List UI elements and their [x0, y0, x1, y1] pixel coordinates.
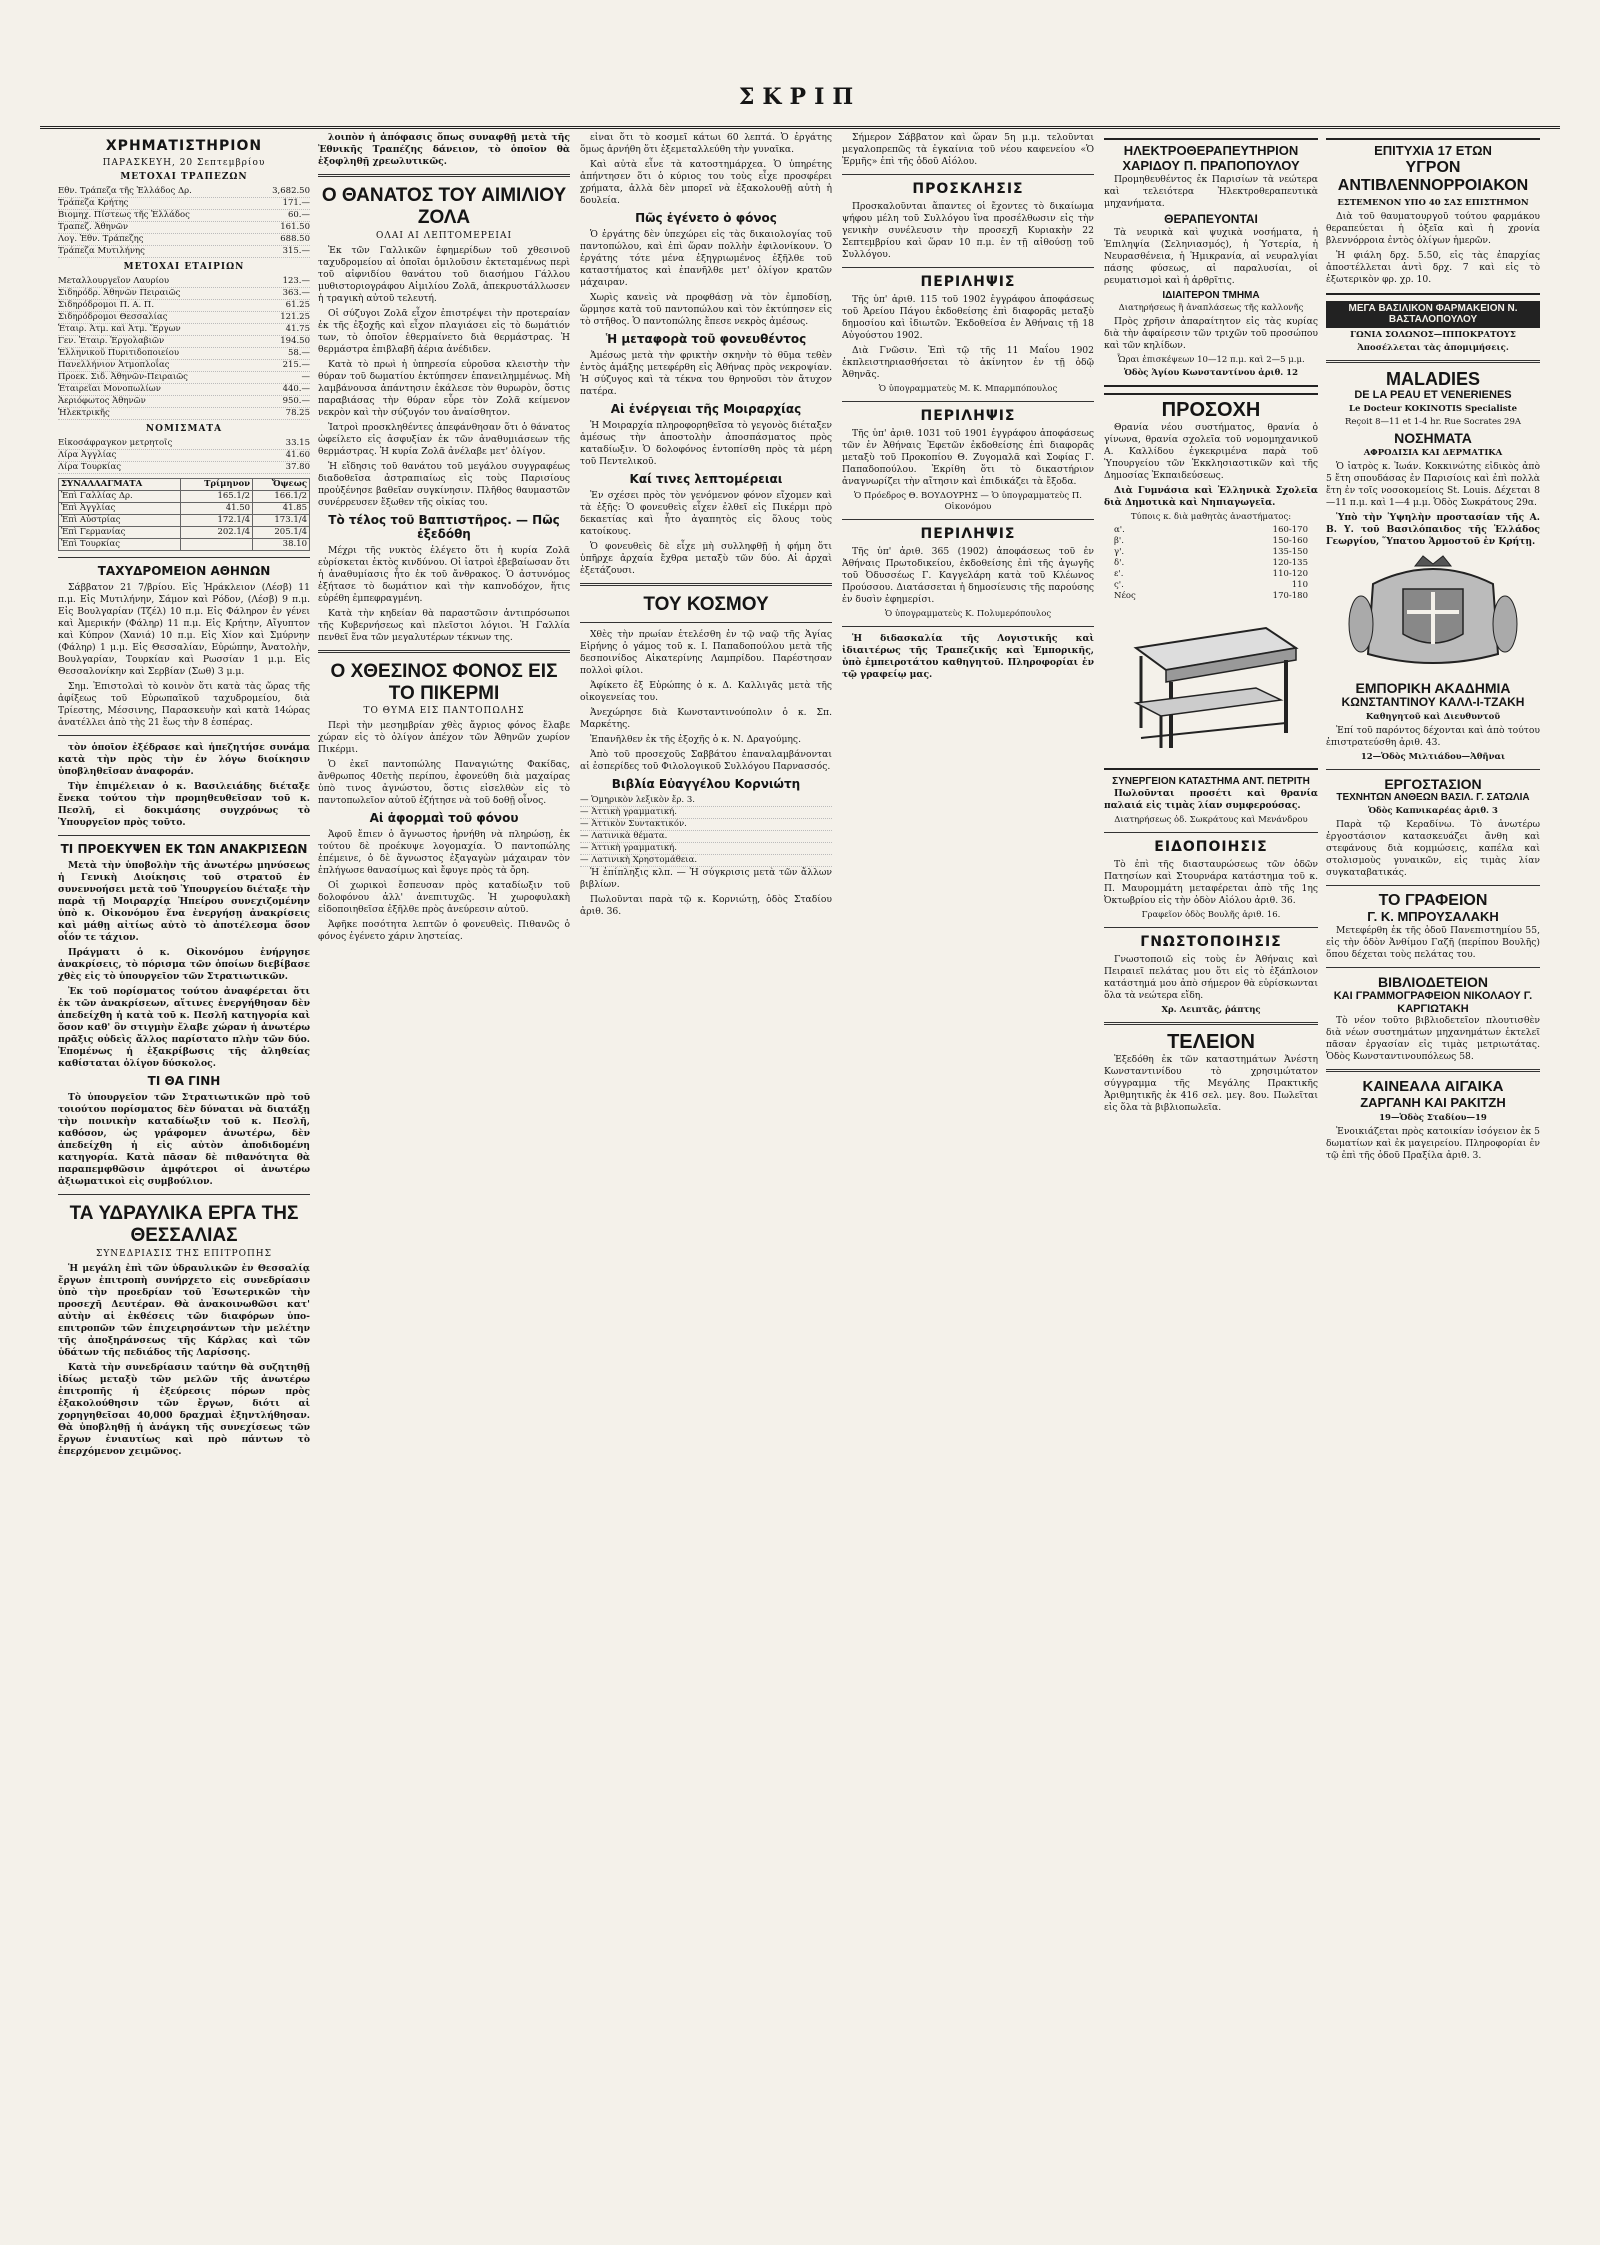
ad-electrotherapy [1104, 138, 1318, 387]
market-row [58, 462, 310, 474]
ad-title: ΓΝΩΣΤΟΠΟΙΗΣΙΣ [1140, 933, 1282, 950]
market-row [58, 312, 310, 324]
table-cell: 173.1/4 [253, 515, 310, 527]
price-size: ε'. [1114, 569, 1124, 580]
table-row [59, 527, 310, 539]
ad-subheading-2: Διατηρήσεως ἢ ἀναπλάσεως τῆς καλλονῆς [1118, 303, 1304, 314]
paragraph: Ἡ εἴδησις τοῦ θανάτου τοῦ μεγάλου συγγραφέως διαδοθεῖσα ἀστραπιαίως εἰς τοὺς Παρισίους προὐξένησε βαθεῖαν συγκίνησιν. Πλῆθος θαυμαστῶν συνέρρευσεν ἔξωθεν τῆς οἰκίας του. [318, 460, 570, 508]
paragraph: Διὰ Γυμνάσια καὶ Ἑλληνικὰ Σχολεῖα διὰ Δημοτικὰ καὶ Νηπιαγωγεῖα. [1104, 485, 1318, 509]
paragraph: Χθὲς τὴν πρωίαν ἐτελέσθη ἐν τῷ ναῷ τῆς Ἁγίας Εἰρήνης ὁ γάμος τοῦ κ. Ι. Παπαδοπούλου μετὰ τῆς δεσποινίδος Αἰκατερίνης Λαμπρίδου. Παρέστησαν πολλοὶ φίλοι. [580, 628, 832, 676]
mail-title: ΤΑΧΥΔΡΟΜΕΙΟΝ ΑΘΗΝΩΝ [97, 564, 271, 578]
paragraph: Ἐπανῆλθεν ἐκ τῆς ἐξοχῆς ὁ κ. Ν. Δραγούμης. [590, 733, 801, 745]
row-label: Προεκ. Σιδ. Ἀθηνῶν-Πειραιῶς [58, 372, 188, 382]
row-value: 215.— [282, 360, 310, 370]
headline: Ο ΘΑΝΑΤΟΣ ΤΟΥ ΑΙΜΙΛΙΟΥ ΖΟΛΑ [321, 185, 567, 228]
market-row [58, 384, 310, 396]
column-1 [58, 132, 310, 2205]
price-value: 160-170 [1272, 525, 1308, 536]
ad-heading: ΘΕΡΑΠΕΥΟΝΤΑΙ [1164, 211, 1258, 226]
ad-doctor: Le Docteur KOKINOTIS Specialiste [1349, 404, 1517, 415]
price-value: 110-120 [1272, 569, 1308, 580]
paragraph: Τῆς ὑπ' ἀριθ. 1031 τοῦ 1901 ἐγγράφου ἀποφάσεως τῶν ἐν Ἀθήναις Ἐφετῶν ἐκδοθείσης ἐπὶ διαφορᾶς μεταξὺ τοῦ Προκοπίου Θ. Ζυγομαλᾶ καὶ Σοφίας Γ. Παπαδοπούλου. Ἐκρίθη ὅτι τὸ δικαστήριον ἀναγνωρίζει τὴν αἴτησιν καὶ ἐπιδικάζει τὰ ἔξοδα. [842, 428, 1094, 487]
subhead: Αἱ ἐνέργειαι τῆς Μοιραρχίας [610, 402, 802, 416]
fx-header: Τρίμηνον [180, 479, 252, 491]
row-label: Σιδηρόδρομοι Π. Α. Π. [58, 300, 155, 310]
column-3 [580, 132, 832, 2205]
row-label: Εἰκοσάφραγκον μετρητοῖς [58, 438, 173, 448]
table-cell: 41.50 [180, 503, 252, 515]
notice-title: ΠΕΡΙΛΗΨΙΣ [920, 274, 1016, 290]
ad-address: Ὁδὸς Ἁγίου Κωνσταντίνου ἀριθ. 12 [1123, 368, 1299, 379]
table-row [59, 539, 310, 551]
paragraph: Χωρὶς κανεὶς νὰ προφθάσῃ νὰ τὸν ἐμποδίσῃ, ὥρμησε κατὰ τοῦ παντοπώλου καὶ τὸν ἐκτύπησεν εἰς τὸ στῆθος. Ὁ παντοπώλης ἔπεσε νεκρὸς ἀμέσως. [580, 292, 832, 327]
market-row [58, 438, 310, 450]
paragraph: Κατὰ τὴν κηδείαν θὰ παραστῶσιν ἀντιπρόσωποι τῆς Κυβερνήσεως καὶ πλεῖστοι λόγιοι. Ἡ Γαλλία πενθεῖ ἕνα τῶν μεγαλυτέρων τέκνων της. [318, 607, 570, 643]
row-label: Ἑταιρεῖαι Μονοπωλίων [58, 384, 161, 394]
subhead: Βιβλία Εὐαγγέλου Κορνιώτη [611, 776, 801, 791]
school-desk-illustration [1116, 608, 1306, 758]
paragraph: Ἀφῆκε ποσότητα λεπτῶν ὁ φονευθεὶς. Πιθανῶς ὁ φόνος ἐγένετο χάριν ληστείας. [318, 919, 570, 943]
row-label: Εθν. Τράπεζα τῆς Ἑλλάδος Δρ. [58, 186, 192, 196]
companies-list [58, 276, 310, 420]
ad-title: ΚΑΙΝΕΑΛΑ ΑΙΓΑΙΚΑ [1362, 1078, 1504, 1096]
row-value: 33.15 [285, 438, 310, 448]
ad-title: ΒΙΒΛΙΟΔΕΤΕΙΟΝ [1377, 973, 1489, 990]
row-label: Τραπεζ. Ἀθηνῶν [58, 222, 129, 232]
table-cell: 41.85 [253, 503, 310, 515]
row-value: 61.25 [285, 300, 310, 310]
price-value: 120-135 [1272, 558, 1308, 569]
list-item: — Λατινικὴ Χρηστομάθεια. [580, 855, 832, 867]
exchange-table [58, 478, 310, 551]
paragraph: Ὁ φονευθεὶς δὲ εἶχε μὴ συλληφθῇ ἡ φήμη ὅτι ὑπῆρχε ἀρχαία ἔχθρα μεταξὺ τῶν δύο. Αἱ ἀρχαὶ ἐξετάζουσι. [580, 541, 832, 576]
paragraph: Κατὰ τὴν συνεδρίασιν ταύτην θὰ συζητηθῇ ἰδίως μεταξὺ τῶν μελῶν τῆς ἀνωτέρω ἐπιτροπῆς ἡ ἐξεύρεσις πόρων πρὸς ἐξακολούθησιν τῶν ἔργων, διότι αἱ χορηγηθεῖσαι 40,000 δραχμαὶ ἐξηντλήθησαν. Θὰ ὑποβληθῇ ἡ ἀνάγκη τῆς συνεχίσεως τῶν ἔργων ἐνιαυτίως καὶ πρὸ πάντων τὸ ἐπερχόμενον χειμῶνος. [58, 1361, 310, 1457]
paragraph: Ἀφοῦ ἔπιεν ὁ ἄγνωστος ἠρνήθη νὰ πληρώσῃ, ἐκ τούτου δὲ προέκυψε λογομαχία. Ὁ παντοπώλης ἐπέμεινε, ὁ δὲ ἄγνωστος ἐξαγαγὼν μάχαιραν τὸν ἐπλήγωσε θανασίμως καὶ ἔφυγε πρὸς τὰ ὄρη. [318, 829, 570, 877]
price-value: 170-180 [1272, 591, 1308, 602]
table-cell: Ἐπὶ Αὐστρίας [59, 515, 181, 527]
table-row [59, 515, 310, 527]
paragraph: Ἀπὸ τοῦ προσεχοῦς Σαββάτου ἐπαναλαμβάνονται αἱ ἑσπερίδες τοῦ Φιλολογικοῦ Συλλόγου Παρνασσός. [580, 748, 832, 772]
subhead: Ἡ μεταφορὰ τοῦ φονευθέντος [605, 332, 807, 346]
row-label: Σιδηρόδρ. Ἀθηνῶν Πειραιῶς [58, 288, 181, 298]
headline: ΤΟΥ ΚΟΣΜΟΥ [643, 594, 769, 615]
paragraph: Ἐνοικιάζεται πρὸς κατοικίαν ἰσόγειον ἐκ 5 δωματίων καὶ ἐκ μαγειρείου. Πληροφορίαι ἐν τῷ ἐπὶ τῆς ὁδοῦ Πραξίλα ἀριθ. 3. [1326, 1125, 1540, 1161]
price-list-title: Τύποις κ. διὰ μαθητὰς ἀναστήματος: [1130, 512, 1292, 523]
ad-title: ΠΡΟΣΟΧΗ [1161, 399, 1261, 422]
market-row [58, 336, 310, 348]
ad-title: ΕΙΔΟΠΟΙΗΣΙΣ [1154, 838, 1268, 855]
list-item: — Λατινικὰ θέματα. [580, 831, 832, 843]
ad-subtitle: Καθηγητοῦ καὶ Διευθυντοῦ [1365, 712, 1501, 723]
paragraph: Ἰατροὶ προσκληθέντες ἀπεφάνθησαν ὅτι ὁ θάνατος ὠφείλετο εἰς ἀσφυξίαν ἐκ τῶν ἀναθυμιάσεων τῆς θερμάστρας. Ἡ κυρία Ζολᾶ ἀνέλαβε μετ' ὀλίγον. [318, 421, 570, 457]
row-label: Λίρα Ἀγγλίας [58, 450, 117, 460]
paragraph: Ἡ Μοιραρχία πληροφορηθεῖσα τὸ γεγονὸς διέταξεν ἀμέσως τὴν ἀποστολὴν ἀποσπάσματος πρὸς καταδίωξιν. Ὁ δολοφόνος ἐντοπίσθη πρὸς τὰ μέρη τοῦ Πεντελικοῦ. [580, 420, 832, 467]
paragraph: Τὸ ἐπὶ τῆς διασταυρώσεως τῶν ὁδῶν Πατησίων καὶ Στουρνάρα κατάστημα τοῦ κ. Π. Μαυρομμάτη μεταφέρεται ἀπὸ τῆς 1ης Ὀκτωβρίου εἰς τὴν ὁδὸν Αἰόλου ἀριθ. 36. [1104, 858, 1318, 906]
ad-address: Ὁδὸς Καπνικαρέας ἀριθ. 3 [1368, 805, 1498, 816]
subhead: Καί τινες λεπτομέρειαι [629, 472, 783, 486]
market-date: ΠΑΡΑΣΚΕΥΗ, 20 Σεπτεμβρίου [102, 158, 266, 168]
ad-remedy [1326, 138, 1540, 295]
price-row [1104, 591, 1318, 602]
row-value: 37.80 [285, 462, 310, 472]
companies-header: ΜΕΤΟΧΑΙ ΕΤΑΙΡΙΩΝ [123, 262, 245, 272]
paragraph: Ἡ μεγάλη ἐπὶ τῶν ὑδραυλικῶν ἐν Θεσσαλίᾳ ἔργων ἐπιτροπὴ συνήρχετο εἰς συνεδρίασιν ὑπὸ τὴν προεδρίαν τοῦ Ἐσωτερικῶν τὴν προσεχῆ Δευτέραν. Θὰ ἀνακοινωθῶσι κατ' αὐτὴν αἱ ἐκθέσεις τῶν διαφόρων ὑπο-επιτροπῶν τῶν ἐπιχειρησάντων τὴν μελέτην τῆς ἀποξηράνσεως τῆς Κάρλας καὶ τῶν ὑδάτων τῆς πεδιάδος τῆς Λαρίσσης. [58, 1262, 310, 1358]
row-label: Ἑταιρ. Ἀτμ. καὶ Ἀτμ. Ἔργων [58, 324, 181, 334]
paragraph: Πωλοῦνται παρὰ τῷ κ. Κορνιώτῃ, ὁδὸς Σταδίου ἀριθ. 36. [580, 893, 832, 917]
royal-coat-of-arms-emblem [1343, 554, 1523, 674]
ad-title-gr-2: ΑΦΡΟΔΙΣΙΑ ΚΑΙ ΔΕΡΜΑΤΙΚΑ [1363, 448, 1503, 459]
books-list [580, 795, 832, 867]
paragraph: Πρὸς χρῆσιν ἀπαραίτητον εἰς τὰς κυρίας διὰ τὴν ἀφαίρεσιν τῶν τριχῶν τοῦ προσώπου καὶ τῶν κηλίδων. [1104, 316, 1318, 352]
row-value: 60.— [287, 210, 310, 220]
ad-title-2: Γ. Κ. ΜΠΡΟΥΣΑΛΑΚΗ [1367, 909, 1499, 925]
row-value: 440.— [282, 384, 310, 394]
paragraph: Ἀμέσως μετὰ τὴν φρικτὴν σκηνὴν τὸ θῦμα τεθὲν ἐντὸς ἁμάξης μετεφέρθη εἰς Ἀθήνας πρὸς νεκροψίαν. Ἡ σύζυγος καὶ τὰ τέκνα του θρηνοῦσι τὸν ἄτυχον πατέρα. [580, 350, 832, 397]
paragraph: Γνωστοποιῶ εἰς τοὺς ἐν Ἀθήναις καὶ Πειραιεῖ πελάτας μου ὅτι εἰς τὸ ἐξάπλοιον κατάστημά μου ἀπὸ σήμερον θὰ εὑρίσκωνται ὅλα τὰ νεώτερα εἴδη. [1104, 953, 1318, 1001]
paragraph: Προμηθευθέντος ἐκ Παρισίων τὰ νεώτερα καὶ τελειότερα Ἠλεκτροθεραπευτικὰ μηχανήματα. [1104, 173, 1318, 209]
headline-sub: ΟΛΑΙ ΑΙ ΛΕΠΤΟΜΕΡΕΙΑΙ [375, 230, 513, 241]
row-label: Βιομηχ. Πίστεως τῆς Ἑλλάδος [58, 210, 190, 220]
coins-list [58, 438, 310, 474]
table-cell: 165.1/2 [180, 491, 252, 503]
row-label: Τράπεζα Κρήτης [58, 198, 129, 208]
price-row [1104, 569, 1318, 580]
market-row [58, 276, 310, 288]
paragraph: Μετὰ τὴν ὑποβολὴν τῆς ἀνωτέρω μηνύσεως ἡ Γενικὴ Διοίκησις τοῦ στρατοῦ ἐν συνεννοήσει μετὰ τοῦ Ὑπουργείου διέταξε τὴν παρὰ τῇ Μοιραρχίᾳ Ἠπείρου συνεχιζομένην ὑπὸ κ. Οἰκονόμου ἕνα ἐνεργήσῃ ἀνακρίσεις καὶ μάθῃ αἰτίως αὐτὸ τὸ ἀποτέλεσμα ὅσον οἷόν τε τάχιον. [58, 860, 310, 943]
fx-header: Ὄψεως [253, 479, 310, 491]
notice-title: ΠΕΡΙΛΗΨΙΣ [920, 408, 1016, 424]
market-row [58, 408, 310, 420]
ad-subtitle: ΕΣΤΕΜΕΝΟΝ ΥΠΟ 40 ΣΑΣ ΕΠΙΣΤΗΜΟΝ [1337, 197, 1529, 208]
masthead [40, 70, 1560, 129]
price-size: γ'. [1114, 547, 1125, 558]
ad-title: ΜΕΓΑ ΒΑΣΙΛΙΚΟΝ ΦΑΡΜΑΚΕΙΟΝ Ν. ΒΑΣΤΑΛΟΠΟΥΛΟΥ [1326, 301, 1540, 328]
market-row [58, 450, 310, 462]
paragraph: Πράγματι ὁ κ. Οἰκονόμου ἐνήργησε ἀνακρίσεις, τὸ πόρισμα τῶν ὁποίων διεβίβασε χθὲς εἰς τὸ ὑπουργεῖον τῶν Στρατιωτικῶν. [58, 947, 310, 982]
price-size: Νέος [1114, 591, 1136, 602]
row-value: — [301, 372, 310, 382]
paragraph: Τῆς ὑπ' ἀριθ. 365 (1902) ἀποφάσεως τοῦ ἐν Ἀθήναις Πρωτοδικείου, ἐκδοθείσης ἐπὶ τῆς ἀγωγῆς τοῦ Ὀδυσσέως Γ. Καγγελάρη κατὰ τοῦ Κλέωνος Προύσσου. Διατάσσεται ἡ δημοσίευσις τῆς παρούσης ἐν δυσὶν ἐφημερίσι. [842, 546, 1094, 605]
paragraph: Διὰ Γνῶσιν. Ἐπὶ τῷ τῆς 11 Μαΐου 1902 ἐκπλειστηριασθήσεται τὸ ἀκίνητον ἐν τῇ ὁδῷ Ἀθηνᾶς. [842, 345, 1094, 380]
table-cell: Ἐπὶ Ἀγγλίας [59, 503, 181, 515]
ad-title-2: ΚΑΙ ΓΡΑΜΜΟΓΡΑΦΕΙΟΝ ΝΙΚΟΛΑΟΥ Γ. ΚΑΡΓΙΩΤΑΚΗ [1333, 990, 1533, 1015]
ad-subtitle: ΓΩΝΙΑ ΣΟΛΩΝΟΣ—ΙΠΠΟΚΡΑΤΟΥΣ [1350, 329, 1516, 340]
fx-header: ΣΥΝΑΛΛΑΓΜΑΤΑ [59, 479, 181, 491]
column-2 [318, 132, 570, 2205]
market-row [58, 198, 310, 210]
ad-title-2: DE LA PEAU ET VENERIENES [1354, 389, 1512, 402]
market-row [58, 288, 310, 300]
paragraph: Διὰ τοῦ θαυματουργοῦ τούτου φαρμάκου θεραπεύεται ἡ ὀξεῖα καὶ ἡ χρονία βλεννόρροια ἐντὸς ὀλίγων ἡμερῶν. [1326, 210, 1540, 246]
market-row [58, 186, 310, 198]
paragraph: Παρὰ τῷ Κεραδίνω. Τὸ ἀνωτέρω ἐργοστάσιον κατασκευάζει ἄνθη καὶ στεφάνους διὰ κομμώσεις, καπέλα καὶ στολισμοὺς γυναικῶν, εἰς τιμὰς λίαν συγκαταβατικάς. [1326, 818, 1540, 878]
newspaper-title: ΣΚΡΙΠ [738, 84, 862, 110]
paragraph: Τὴν ἐπιμέλειαν ὁ κ. Βασιλειάδης διέταξε ἔνεκα τούτου τὴν προμηθευθεῖσαν τοῦ κ. Πεσλῆ, εἰ δοκιμάσης συγχρόνως τὸ Ὑπουργεῖον πρὸς τοῦτο. [58, 781, 310, 828]
signature: Ὁ ὑπογραμματεὺς Μ. Κ. Μπαρμπόπουλος [878, 384, 1058, 394]
paragraph: Ἡ διδασκαλία τῆς Λογιστικῆς καὶ ἰδιαιτέρως τῆς Τραπεζικῆς καὶ Ἐμπορικῆς, ὑπὸ ἐμπειροτάτου καθηγητοῦ. Πληροφορίαι ἐν τῷ γραφείῳ μας. [842, 633, 1094, 680]
price-value: 150-160 [1272, 536, 1308, 547]
paragraph: Ὁ ἐργάτης δὲν ὑπεχώρει εἰς τὰς δικαιολογίας τοῦ παντοπώλου, καὶ ἐπὶ ὥραν πολλὴν ἐφιλονίκουν. Ὁ ἐργάτης τότε μένα ἐξηγριωμένος ἐξῆλθε τοῦ καταστήματος καὶ ἐπανῆλθε μετ' ὀλίγον κρατῶν μάχαιραν. [580, 229, 832, 288]
column-4 [842, 132, 1094, 2205]
row-value: 688.50 [280, 234, 310, 244]
market-row [58, 360, 310, 372]
paragraph: Ἡ φιάλη δρχ. 5.50, εἰς τὰς ἐπαρχίας ἀποστέλλεται ἀντὶ δρχ. 7 καὶ εἰς τὸ ἐξωτερικὸν φρ. χρ. 10. [1326, 249, 1540, 285]
paragraph: Ὁ ἐκεῖ παντοπώλης Παναγιώτης Φακίδας, ἄνθρωπος 40ετὴς περίπου, ἐφονεύθη διὰ μαχαίρας ὑπὸ τινος ἀγνώστου, ὅστις εἰσελθὼν εἰς τὸ παντοπωλεῖον αὐτοῦ ἐζήτησε νὰ τοῦ δοθῇ οἶνος. [318, 759, 570, 807]
ad-title: ΤΕΛΕΙΟΝ [1167, 1030, 1255, 1053]
price-list [1104, 525, 1318, 602]
mail-text-2: Σημ. Ἐπιστολαὶ τὸ κοινὸν ὅτι κατὰ τὰς ὥρας τῆς ἀφίξεως τοῦ Εὐρωπαϊκοῦ ταχυδρομείου, διὰ Τρίεστης, Μέσσινης, Παρασκευὴν καὶ κατὰ 14ώρας ἀνατέλλει ἀπὸ τὴς 21 ἕως τὴν 8 ἐσπέρας. [58, 681, 310, 728]
ad-title-2: ΚΩΝΣΤΑΝΤΙΝΟΥ ΚΑΛΛ-Ι-ΤΖΑΚΗ [1341, 695, 1525, 710]
ad-title: ΗΛΕΚΤΡΟΘΕΡΑΠΕΥΤΗΡΙΟΝ ΧΑΡΙΔΟΥ Π. ΠΡΑΠΟΠΟΥΛΟΥ [1122, 143, 1300, 173]
subhead: Πῶς ἐγένετο ὁ φόνος [635, 211, 777, 225]
price-value: 135-150 [1272, 547, 1308, 558]
market-row [58, 324, 310, 336]
price-row [1104, 580, 1318, 591]
ad-title-2: ΤΕΧΝΗΤΩΝ ΑΝΘΕΩΝ ΒΑΣΙΛ. Γ. ΣΑΤΩΛΙΑ [1336, 792, 1530, 804]
market-row [58, 210, 310, 222]
coins-header: ΝΟΜΙΣΜΑΤΑ [145, 424, 223, 434]
table-row [59, 503, 310, 515]
list-item: — Ἀττικὸν Συντακτικόν. [580, 819, 832, 831]
section-title: ΤΙ ΘΑ ΓΙΝΗ [147, 1074, 221, 1088]
row-value: 194.50 [280, 336, 310, 346]
ad-pretitle: ΕΠΙΤΥΧΙΑ 17 ΕΤΩΝ [1374, 143, 1492, 158]
paragraph: Ἡ ἐπίπληξις κλπ. — Ἡ σύγκρισις μετὰ τῶν ἄλλων βιβλίων. [580, 866, 832, 890]
ad-school-desks [1104, 393, 1318, 770]
paragraph: Ὑπὸ τὴν Ὑψηλὴν προστασίαν τῆς Α. Β. Υ. τοῦ Βασιλόπαιδος τῆς Ἑλλάδος Γεωργίου, Ὕπατου Ἁρμοστοῦ ἐν Κρήτῃ. [1326, 512, 1540, 548]
row-label: Λογ. Ἐθν. Τράπεζης [58, 234, 144, 244]
paragraph: Τὸ ὑπουργεῖον τῶν Στρατιωτικῶν πρὸ τοῦ τοιούτου πορίσματος δὲν δύναται νὰ διατάξῃ τὴν ποινικὴν καταδίωξιν τοῦ κ. Πεσλῆ, καθόσον, ὡς γράφομεν ἀνωτέρω, δὲν ἀπεδείχθη ἡ εἰς αὐτὸν ἀποδιδομένη κατηγορία. Κατὰ πᾶσαν δὲ πιθανότητα θὰ παραπεμφθῶσιν ἀμφότεροι οἱ ἀνωτέρω ἀξιωματικοὶ εἰς συμβούλιον. [58, 1092, 310, 1187]
table-cell: 172.1/4 [180, 515, 252, 527]
headline: Ο ΧΘΕΣΙΝΟΣ ΦΟΝΟΣ ΕΙΣ ΤΟ ΠΙΚΕΡΜΙ [330, 660, 558, 704]
row-label: Λίρα Τουρκίας [58, 462, 122, 472]
column-6 [1326, 132, 1540, 2205]
price-row [1104, 558, 1318, 569]
ad-subheading: ΙΔΙΑΙΤΕΡΟΝ ΤΜΗΜΑ [1162, 289, 1260, 301]
paragraph: Περὶ τὴν μεσημβρίαν χθὲς ἄγριος φόνος ἔλαβε χώραν εἰς τὸ ὀλίγον ἀπέχον τῶν Ἀθηνῶν χωρίον Πικέρμι. [318, 720, 570, 756]
table-cell: Ἐπὶ Γαλλίας Δρ. [59, 491, 181, 503]
price-size: α'. [1114, 525, 1125, 536]
subhead: Τὸ τέλος τοῦ Βαπτιστῆρος. — Πῶς ἐξεδόθη [328, 512, 560, 541]
paragraph: τὸν ὁποῖον ἐξέδρασε καὶ ἡπεζητήσε συνάμα κατὰ τὴν πρὸς τὴν ἐν λόγω διοίκησιν ὑποβληθεῖσαν ἀναφοράν. [58, 742, 310, 777]
row-value: 58.— [287, 348, 310, 358]
table-cell: 166.1/2 [253, 491, 310, 503]
price-size: δ'. [1114, 558, 1125, 569]
ad-signature: Γραφεῖον ὁδὸς Βουλῆς ἀριθ. 16. [1141, 909, 1281, 920]
paragraph: Μέχρι τῆς νυκτὸς ἐλέγετο ὅτι ἡ κυρία Ζολᾶ εὑρίσκεται ἐκτὸς κινδύνου. Οἱ ἰατροὶ ἐβεβαίωσαν ὅτι ἡ ἀναθυμίασις ἦτο ἐκ τοῦ ἄνθρακος. Ὁ ἀστυνόμος ἐξήτασε τὸ δωμάτιον καὶ τὴν καπνοδόχον, ἥτις εὑρέθη ἐμπεφραγμένη. [318, 544, 570, 604]
ad-title: MALADIES [1386, 368, 1480, 389]
paragraph: Ἐκ τῶν Γαλλικῶν ἐφημερίδων τοῦ χθεσινοῦ ταχυδρομείου αἱ ὁποῖαι ὁμιλοῦσιν ἐκτεταμένως περὶ τοῦ αἰφνιδίου θανάτου τοῦ διασήμου Γάλλου μυθιστοριογράφου Αἰμιλίου Ζολᾶ, ἀπεκρυστάλλωσεν ἡ τραγικὴ αὐτοῦ τελευτή. [318, 244, 570, 304]
price-size: β'. [1114, 536, 1124, 547]
market-row [58, 300, 310, 312]
market-row [58, 222, 310, 234]
paragraph: Οἱ σύζυγοι Ζολᾶ εἶχον ἐπιστρέψει τὴν προτεραίαν ἐκ τῆς ἐξοχῆς καὶ εἶχον πλαγιάσει εἰς τὸ δωμάτιόν των, τὸ ὁποῖον ἐθερμαίνετο διὰ θερμάστρας. Ἡ θερμάστρα ἐπιβλαβῆ ἀέρια ἀνέδιδεν. [318, 307, 570, 355]
row-label: Τράπεζα Μυτιλήνης [58, 246, 145, 256]
notice-title: ΠΡΟΣΚΛΗΣΙΣ [912, 181, 1024, 197]
signature: Ὁ Πρόεδρος Θ. ΒΟΥΔΟΥΡΗΣ — Ὁ ὑπογραμματεὺς Π. Οἰκονόμου [854, 491, 1082, 512]
row-label: Πανελλήνιον Ἀτμοπλοΐας [58, 360, 170, 370]
market-row [58, 396, 310, 408]
table-cell: 38.10 [253, 539, 310, 551]
paragraph: λοιπὸν ἡ ἀπόφασις ὅπως συναφθῇ μετὰ τῆς Ἐθνικῆς Τραπέζης δάνειον, τὸ ὁποῖον θὰ ἐξοφληθῇ χρεωλυτικῶς. [318, 132, 570, 167]
row-value: 363.— [282, 288, 310, 298]
paragraph: Οἱ χωρικοὶ ἔσπευσαν πρὸς καταδίωξιν τοῦ δολοφόνου ἀλλ' ἀνεπιτυχῶς. Ἡ χωροφυλακὴ εἰδοποιηθεῖσα ἐξῆλθε πρὸς ἀνεύρεσιν αὐτοῦ. [318, 880, 570, 916]
paragraph: εἶναι ὅτι τὸ κοσμεῖ κάτωι 60 λεπτά. Ὁ ἐργάτης ὅμως ἀρνήθη ὅτι ἐξεμεταλλεύθη τὴν γυναῖκα. [580, 132, 832, 155]
market-row [58, 348, 310, 360]
market-row [58, 234, 310, 246]
paragraph: Ὁ ἰατρὸς κ. Ἰωάν. Κοκκινώτης εἰδικὸς ἀπὸ 5 ἔτη σπουδάσας ἐν Παρισίοις καὶ ἐπὶ πολλὰ ἔτη ἐν τοῖς νοσοκομείοις St. Louis. Δέχεται 8—11 π.μ. καὶ 1—4 μ.μ. Ὁδὸς Σωκράτους 29α. [1326, 461, 1540, 509]
list-item: — Ἀττικὴ γραμματική. [580, 807, 832, 819]
table-cell: Ἐπὶ Γερμανίας [59, 527, 181, 539]
ad-title: ΥΓΡΟΝ ΑΝΤΙΒΛΕΝΝΟΡΡΟΙΑΚΟΝ [1337, 158, 1529, 195]
price-row [1104, 525, 1318, 536]
table-cell [180, 539, 252, 551]
paragraph: Ἐκ τοῦ πορίσματος τούτου ἀναφέρεται ὅτι ἐκ τῶν ἀνακρίσεων, αἵτινες ἐνεργήθησαν δὲν ἀπεδείχθη ἡ κατὰ τοῦ κ. Πεσλῆ κατηγορία καὶ ὅσον καθ' ὃν στιγμὴν ἔλαβε χώραν ἡ ἀνωτέρω πρᾶξις οὐδεὶς ἄλλος παρίστατο πλὴν τῶν δύο. Ἐπομένως ἡ ἐξακρίβωσις τῆς ἀληθείας καθίσταται ὀλίγον δύσκολος. [58, 986, 310, 1069]
ad-title-2: ΖΑΡΓΑΝΗ ΚΑΙ ΡΑΚΙΤΖΗ [1360, 1094, 1506, 1110]
row-label: Ἀεριόφωτος Ἀθηνῶν [58, 396, 146, 406]
notice-title: ΠΕΡΙΛΗΨΙΣ [920, 526, 1016, 542]
ad-address: Διατηρήσεως ὁδ. Σωκράτους καὶ Μενάνδρου [1114, 814, 1308, 825]
row-value: 121.25 [280, 312, 310, 322]
ad-title: ΕΜΠΟΡΙΚΗ ΑΚΑΔΗΜΙΑ [1355, 680, 1511, 697]
mail-text: Σάββατον 21 7/βρίου. Εἰς Ἡράκλειον (Λέσβ) 11 π.μ. Εἰς Μυτιλήνην, Σάμον καὶ Ρόδον, (Λέσβ) 9 π.μ. Εἰς Βουλγαρίαν (Τζέλ) 10 π.μ. Εἰς Φάληρον ἐν γένει καὶ Ἀμερικήν (Φάληρ) 11 π.μ. Εἰς Κρήτην, Αἴγυπτον καὶ Κύπρον (Χανιά) 10 π.μ. Εἰς Χίον καὶ Σμύρνην (Φάληρ) 1 μ.μ. Εἰς Θεσσαλίαν, Εὐρώπην, Ἀνατολὴν, Βουλγαρίαν, Τουρκίαν καὶ Ρωσσίαν 1 μ.μ. Εἰς Θεσσαλονίκην καὶ Σερβίαν (Σωθ) 3 μ.μ. [58, 582, 310, 677]
market-row [58, 246, 310, 258]
row-label: Ἑλληνικοῦ Πυριτιδοποιείου [58, 348, 180, 358]
headline-sub: ΣΥΝΕΔΡΙΑΣΙΣ ΤΗΣ ΕΠΙΤΡΟΠΗΣ [95, 1248, 273, 1259]
paragraph: Κατὰ τὸ πρωὶ ἡ ὑπηρεσία εὑροῦσα κλειστὴν τὴν θύραν τοῦ δωματίου ἐκτύπησεν ἐπανειλημμένως. Μὴ λαμβάνουσα ἀπάντησιν ἐκάλεσε τὸν θυρωρὸν, ὅστις παραβιάσας τὴν θύραν εὗρε τὸν Ζολᾶ κείμενον νεκρὸν καὶ τὴν σύζυγόν του ἀναίσθητον. [318, 358, 570, 418]
list-item: — Ὁμηρικὸν λεξικὸν ἔρ. 3. [580, 795, 832, 807]
ad-tagline: Ἀποσέλλεται τὰς ἀπομιμήσεις. [1357, 342, 1509, 353]
row-label: Μεταλλουργεῖον Λαυρίου [58, 276, 170, 286]
headline: ΤΑ ΥΔΡΑΥΛΙΚΑ ΕΡΓΑ ΤΗΣ ΘΕΣΣΑΛΙΑΣ [69, 1203, 299, 1246]
paragraph: Καὶ αὐτὰ εἶνε τὰ κατοστημάρχεα. Ὁ ὑπηρέτης ἀπήντησεν ὅτι ὁ κύριος του τοὺς εἶχε προσφέρει χρήματα, ἀλλὰ δὲν μπορεῖ νὰ ἐξακολουθῇ αὐτὴ ἡ δουλεία. [580, 159, 832, 206]
row-value: 171.— [282, 198, 310, 208]
column-5 [1104, 132, 1318, 2205]
row-label: Γεν. Ἑταιρ. Ἐργολαβιῶν [58, 336, 165, 346]
ad-address: 12—Ὁδὸς Μιλτιάδου—Ἀθῆναι [1360, 752, 1506, 763]
paragraph: Θρανία νέου συστήματος, θρανία ὁ γίνωνα, θρανία σχολεῖα τοῦ νομομηχανικοῦ Α. Καλλίδου ἐγκεκριμένα παρὰ τοῦ Ὑπουργείου τῶν Ἐκκλησιαστικῶν καὶ τῆς Δημοσίας Ἐκπαιδεύσεως. [1104, 422, 1318, 482]
signature: Ὁ ὑπογραμματεὺς Κ. Πολυμερόπουλος [884, 609, 1052, 619]
market-title: ΧΡΗΜΑΤΙΣΤΗΡΙΟΝ [105, 138, 263, 154]
paragraph: Προσκαλοῦνται ἅπαντες οἱ ἔχοντες τὸ δικαίωμα ψήφου μέλη τοῦ Συλλόγου ἵνα προσέλθωσιν εἰς τὴν γενικὴν συνέλευσιν τὴν προσεχῆ Κυριακὴν 22 Σεπτεμβρίου καὶ ὥραν 10 π.μ. ἐν τῇ αἰθούσῃ τοῦ Συλλόγου. [842, 201, 1094, 260]
paragraph: Ἀφίκετο ἐξ Εὐρώπης ὁ κ. Δ. Καλλιγᾶς μετὰ τῆς οἰκογενείας του. [580, 679, 832, 703]
paragraph: Σήμερον Σάββατον καὶ ὥραν 5η μ.μ. τελοῦνται μεγαλοπρεπῶς τὰ ἐγκαίνια τοῦ νέου καφενείου «Ὁ Ἑρμῆς» ἐπὶ τῆς ὁδοῦ Αἰόλου. [842, 132, 1094, 167]
row-value: 315.— [282, 246, 310, 256]
subhead: Αἱ ἀφορμαὶ τοῦ φόνου [369, 811, 519, 826]
paragraph: Ἐξεδόθη ἐκ τῶν καταστημάτων Ἀνέστη Κωνσταντινίδου τὸ χρησιμώτατον σύγγραμμα τῆς Μεγάλης Πρακτικῆς Ἀριθμητικῆς ἐκ 416 σελ. μεγ. 8ου. Πωλεῖται εἰς ὅλα τὰ βιβλιοπωλεῖα. [1104, 1053, 1318, 1113]
market-row [58, 372, 310, 384]
row-value: 123.— [282, 276, 310, 286]
table-cell: Ἐπὶ Τουρκίας [59, 539, 181, 551]
headline-sub: ΤΟ ΘΥΜΑ ΕΙΣ ΠΑΝΤΟΠΩΛΗΣ [363, 706, 525, 717]
table-cell: 205.1/4 [253, 527, 310, 539]
paragraph: Ἐπί τοῦ παρόντος δέχονται καὶ ἀπὸ τούτου ἐπιστρατεύσθη ἀριθ. 43. [1326, 725, 1540, 749]
table-cell: 202.1/4 [180, 527, 252, 539]
row-label: Σιδηρόδρομοι Θεσσαλίας [58, 312, 168, 322]
ad-title: ΕΡΓΟΣΤΑΣΙΟΝ [1384, 776, 1482, 793]
ad-title-gr: ΝΟΣΗΜΑΤΑ [1394, 430, 1472, 447]
banks-list [58, 186, 310, 258]
row-value: 161.50 [280, 222, 310, 232]
paragraph: Ἀνεχώρησε διὰ Κωνσταντινούπολιν ὁ κ. Σπ. Μαρκέτης. [580, 706, 832, 730]
ad-hours: Ὧραι ἐπισκέψεων 10—12 π.μ. καὶ 2—5 μ.μ. [1117, 355, 1305, 366]
row-value: 41.60 [285, 450, 310, 460]
row-value: 3,682.50 [272, 186, 310, 196]
row-label: Ἠλεκτρικῆς [58, 408, 110, 418]
paragraph: Τὰ νευρικὰ καὶ ψυχικὰ νοσήματα, ἡ Ἐπιληψία (Σεληνιασμός), ἡ Ὑστερία, ἡ Νευρασθένεια, ἡ Ἡμικρανία, αἱ νευραλγίαι πάσης φύσεως, αἱ παραλυσίαι, οἱ ρευματισμοὶ καὶ ἡ ἀρθρῖτις. [1104, 226, 1318, 286]
row-value: 950.— [282, 396, 310, 406]
table-row [59, 491, 310, 503]
row-value: 41.75 [285, 324, 310, 334]
paragraph: Μετεφέρθη ἐκ τῆς ὁδοῦ Πανεπιστημίου 55, εἰς τὴν ὁδὸν Ἀνθίμου Γαζῆ (περίπου Βουλῆς) ὅπου δέχεται τοὺς πελάτας του. [1326, 924, 1540, 960]
section-title: ΤΙ ΠΡΟΕΚΥΨΕΝ ΕΚ ΤΩΝ ΑΝΑΚΡΙΣΕΩΝ [60, 842, 308, 856]
price-row [1104, 536, 1318, 547]
paragraph: Τῆς ὑπ' ἀριθ. 115 τοῦ 1902 ἐγγράφου ἀποφάσεως τοῦ Ἀρείου Πάγου ἐκδοθείσης ἐπὶ διαφορᾶς μεταξὺ δημοσίου καὶ ἰδιωτῶν. Ἐκδοθείσα ἐν Ἀθήναις τῇ 18 Αὐγούστου 1902. [842, 294, 1094, 341]
ad-signature: Χρ. Λειπτᾶς, ῥάπτης [1161, 1004, 1261, 1015]
row-value: 78.25 [285, 408, 310, 418]
banks-header: ΜΕΤΟΧΑΙ ΤΡΑΠΕΖΩΝ [120, 172, 248, 182]
ad-hours: Reçoit 8—11 et 1-4 hr. Rue Socrates 29A [1344, 417, 1522, 428]
paragraph: Πωλοῦνται προσέτι καὶ θρανία παλαιά εἰς τιμὰς λίαν συμφερούσας. [1104, 787, 1318, 811]
price-value: 110 [1291, 580, 1308, 591]
ad-address: 19—Ὁδὸς Σταδίου—19 [1379, 1112, 1487, 1123]
list-item: — Ἀττικὴ γραμματική. [580, 843, 832, 855]
paragraph: Ἐν σχέσει πρὸς τὸν γενόμενον φόνον εἴχομεν καὶ τὰ ἑξῆς: Ὁ φονευθεὶς εἶχεν ἐλθεῖ εἰς Πικέρμι πρὸ δεκαετίας καὶ ἦτο ἀγαπητὸς εἰς ὅλους τοὺς κατοίκους. [580, 490, 832, 537]
ad-title: ΣΥΝΕΡΓΕΙΟΝ ΚΑΤΑΣΤΗΜΑ ΑΝΤ. ΠΕΤΡΙΤΗ [1112, 776, 1310, 788]
ad-title: ΤΟ ΓΡΑΦΕΙΟΝ [1378, 891, 1488, 909]
price-row [1104, 547, 1318, 558]
paragraph: Τὸ νέον τοῦτο βιβλιοδετεῖον πλουτισθὲν διὰ νέων συστημάτων μηχανημάτων ἐκτελεῖ πᾶσαν ἐργασίαν εἰς τιμὰς μετριωτάτας. Ὁδὸς Κωνσταντινουπόλεως 58. [1326, 1015, 1540, 1063]
price-size: ς'. [1114, 580, 1124, 591]
